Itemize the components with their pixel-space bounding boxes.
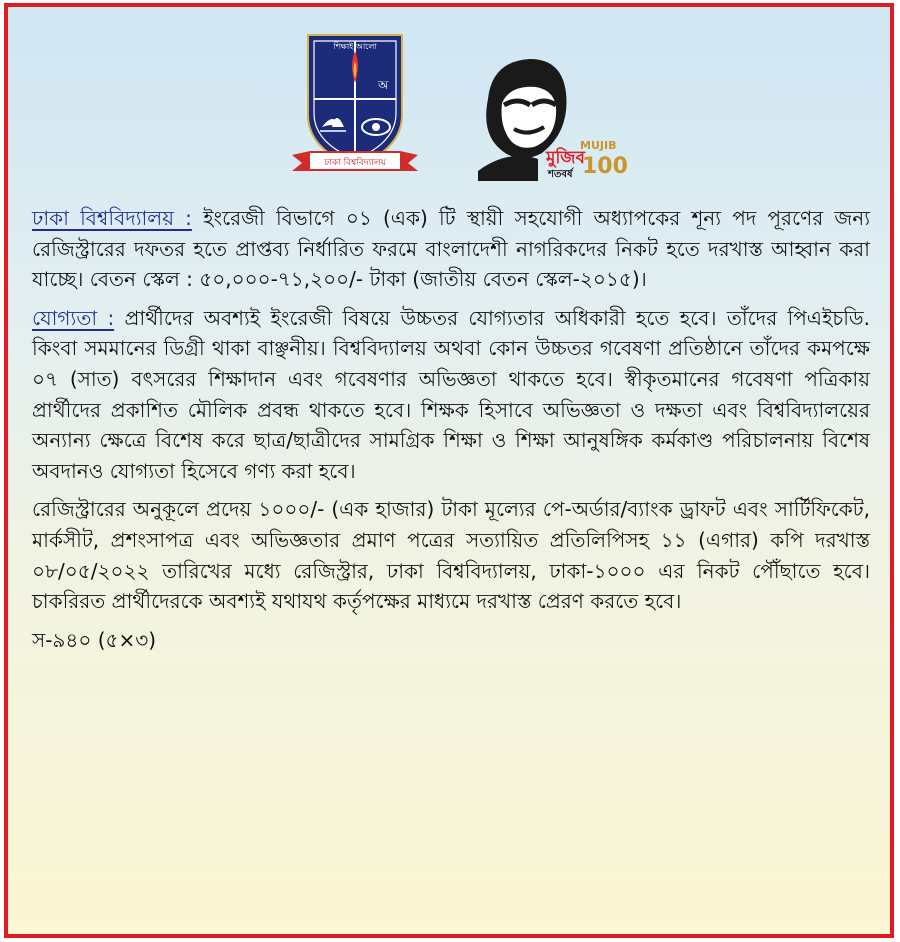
mujib-centenary-logo	[458, 41, 628, 181]
seal-ribbon-text: ঢাকা বিশ্ববিদ্যালয়	[324, 158, 386, 168]
dhaka-university-seal	[290, 27, 420, 177]
advertisement-body	[32, 203, 870, 663]
mujib-subtitle-text: শতবর্ষ	[548, 169, 573, 180]
logo-row	[8, 27, 890, 187]
qualification-heading: যোগ্যতা :	[32, 305, 115, 330]
vacancy-text: ইংরেজী বিভাগে ০১ (এক) টি স্থায়ী সহযোগী অধ্যাপকের শূন্য পদ পূরণের জন্য রেজিস্ট্রারের দফতর হতে প্রাপ্তব্য নির্ধারিত ফরমে বাংলাদেশী নাগরিকদের নিকট হতে দরখাস্ত আহ্বান করা যাচ্ছে। বেতন স্কেল : ৫০,০০০-৭১,২০০/- টাকা (জাতীয় বেতন স্কেল-২০১৫)।	[32, 206, 870, 292]
paragraph-qualification	[32, 303, 870, 487]
advertisement-frame	[4, 3, 894, 938]
mujib-bangla-text: মুজিব	[546, 148, 585, 168]
mujib-number-text: 100	[582, 154, 628, 179]
university-heading: ঢাকা বিশ্ববিদ্যালয় :	[32, 206, 192, 230]
qualification-text: প্রার্থীদের অবশ্যই ইংরেজী বিষয়ে উচ্চতর যোগ্যতার অধিকারী হতে হবে। তাঁদের পিএইচডি. কিংবা সমমানের ডিগ্রী থাকা বাঞ্ছনীয়। বিশ্ববিদ্যালয় অথবা কোন উচ্চতর গবেষণা প্রতিষ্ঠানে তাঁদের কমপক্ষে ০৭ (সাত) বৎসরের শিক্ষাদান এবং গবেষণার অভিজ্ঞতা থাকতে হবে। স্বীকৃতমানের গবেষণা পত্রিকায় প্রার্থীদের প্রকাশিত মৌলিক প্রবন্ধ থাকতে হবে। শিক্ষক হিসাবে অভিজ্ঞতা ও দক্ষতা এবং বিশ্ববিদ্যালয়ের অন্যান্য ক্ষেত্রে বিশেষ করে ছাত্র/ছাত্রীদের সামগ্রিক শিক্ষা ও শিক্ষা আনুষঙ্গিক কর্মকাণ্ড পরিচালনায় বিশেষ অবদানও যোগ্যতা হিসেবে গণ্য করা হবে।	[32, 305, 870, 483]
reference-number: স-৯৪০ (৫×৩)	[32, 627, 157, 652]
seal-top-text: শিক্ষাই আলো	[333, 42, 377, 51]
paragraph-application: রেজিস্ট্রারের অনুকূলে প্রদেয় ১০০০/- (এক হাজার) টাকা মূল্যের পে-অর্ডার/ব্যাংক ড্রাফট এবং সার্টিফিকেট, মার্কসীট, প্রশংসাপত্র এবং অভিজ্ঞতার প্রমাণ পত্রের সত্যায়িত প্রতিলিপিসহ ১১ (এগার) কপি দরখাস্ত ০৮/০৫/২০২২ তারিখের মধ্যে রেজিস্ট্রার, ঢাকা বিশ্ববিদ্যালয়, ঢাকা-১০০০ এর নিকট পৌঁছাতে হবে। চাকরিরত প্রার্থীদেরকে অবশ্যই যথাযথ কর্তৃপক্ষের মাধ্যমে দরখাস্ত প্রেরণ করতে হবে।	[32, 497, 870, 614]
seal-center-glyph: অ	[378, 78, 389, 92]
mujib-english-text: MUJIB	[580, 139, 617, 152]
paragraph-vacancy	[32, 203, 870, 295]
